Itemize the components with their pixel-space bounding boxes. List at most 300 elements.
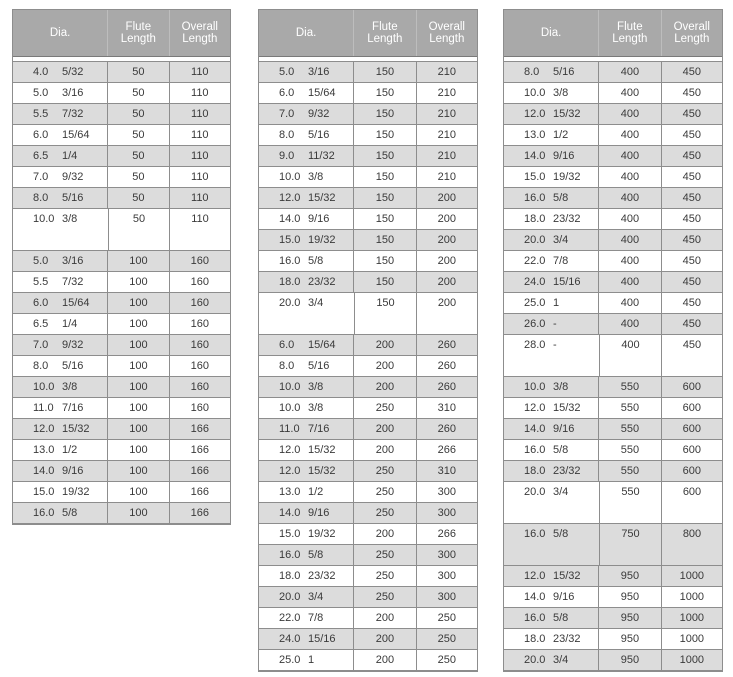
dia-inch: - <box>553 318 557 330</box>
dia-inch: 3/4 <box>553 486 569 498</box>
flute-length-cell: 200 <box>353 356 415 376</box>
overall-length-cell: 160 <box>169 377 230 397</box>
header-flute-length: Flute Length <box>107 10 168 56</box>
dia-mm: 10.0 <box>279 381 301 393</box>
flute-length-cell: 550 <box>598 398 660 418</box>
dia-cell <box>504 419 598 439</box>
dia-cell <box>504 461 598 481</box>
dia-inch: 9/32 <box>308 108 330 120</box>
dia-cell <box>13 83 107 103</box>
dia-cell <box>504 377 598 397</box>
overall-length-cell: 166 <box>169 419 230 439</box>
dia-cell <box>259 629 353 649</box>
table-row <box>259 608 477 629</box>
header-dia: Dia. <box>295 27 317 39</box>
table-row <box>504 335 722 377</box>
dia-cell <box>504 650 598 670</box>
flute-length-cell: 250 <box>353 461 415 481</box>
flute-length-cell: 550 <box>598 377 660 397</box>
dia-cell <box>13 272 107 292</box>
dia-cell <box>504 251 598 271</box>
dia-cell <box>13 419 107 439</box>
dia-cell <box>504 125 598 145</box>
overall-length-cell: 250 <box>416 608 477 628</box>
table-row <box>13 503 230 524</box>
dia-mm: 5.0 <box>33 255 49 267</box>
dia-cell <box>259 62 353 82</box>
dia-cell <box>504 83 598 103</box>
dia-mm: 20.0 <box>279 297 301 309</box>
dia-mm: 25.0 <box>524 297 546 309</box>
dia-mm: 6.5 <box>33 150 49 162</box>
flute-length-cell: 400 <box>598 251 660 271</box>
dia-mm: 12.0 <box>279 444 301 456</box>
flute-length-cell: 200 <box>353 335 415 355</box>
flute-length-cell: 150 <box>353 62 415 82</box>
dia-cell <box>504 188 598 208</box>
dia-cell <box>259 146 353 166</box>
dia-mm: 15.0 <box>279 528 301 540</box>
dia-inch: 23/32 <box>308 276 336 288</box>
dia-mm: 8.0 <box>279 129 295 141</box>
flute-length-cell: 50 <box>107 125 168 145</box>
dia-mm: 6.5 <box>33 318 49 330</box>
flute-length-cell: 50 <box>107 146 168 166</box>
flute-length-cell: 100 <box>107 419 168 439</box>
dia-mm: 9.0 <box>279 150 295 162</box>
flute-length-cell: 250 <box>353 398 415 418</box>
dia-cell <box>504 146 598 166</box>
dia-inch: 9/32 <box>62 339 84 351</box>
table-row <box>13 461 230 482</box>
dia-mm: 13.0 <box>33 444 55 456</box>
dia-cell <box>13 293 107 313</box>
overall-length-cell: 800 <box>661 524 722 565</box>
table-row <box>259 272 477 293</box>
flute-length-cell: 950 <box>598 608 660 628</box>
table-row <box>504 62 722 83</box>
overall-length-cell: 600 <box>661 398 722 418</box>
dia-cell <box>13 377 107 397</box>
overall-length-cell: 266 <box>416 440 477 460</box>
table-row <box>504 650 722 671</box>
overall-length-cell: 110 <box>169 209 230 250</box>
flute-length-cell: 100 <box>107 377 168 397</box>
dia-mm: 6.0 <box>279 339 295 351</box>
overall-length-cell: 600 <box>661 377 722 397</box>
header-flute-length: Flute Length <box>353 10 415 56</box>
dia-mm: 5.0 <box>279 66 295 78</box>
dia-cell <box>504 293 598 313</box>
dia-mm: 20.0 <box>524 654 546 666</box>
dia-cell <box>259 272 353 292</box>
dia-mm: 15.0 <box>33 486 55 498</box>
flute-length-cell: 150 <box>353 188 415 208</box>
table-row <box>504 314 722 335</box>
overall-length-cell: 450 <box>661 83 722 103</box>
flute-length-cell: 150 <box>353 209 415 229</box>
dia-cell <box>504 167 598 187</box>
dia-inch: 9/16 <box>62 465 84 477</box>
overall-length-cell: 200 <box>416 293 477 334</box>
overall-length-cell: 1000 <box>661 629 722 649</box>
flute-length-cell: 200 <box>353 419 415 439</box>
dia-cell <box>13 125 107 145</box>
dia-cell <box>504 440 598 460</box>
flute-length-cell: 550 <box>599 482 661 523</box>
overall-length-cell: 110 <box>169 62 230 82</box>
overall-length-cell: 1000 <box>661 566 722 586</box>
flute-length-cell: 100 <box>107 251 168 271</box>
overall-length-cell: 1000 <box>661 587 722 607</box>
dia-cell <box>13 398 107 418</box>
flute-length-cell: 150 <box>353 83 415 103</box>
flute-length-cell: 550 <box>598 419 660 439</box>
table-row <box>259 524 477 545</box>
dia-inch: 15/32 <box>308 465 336 477</box>
overall-length-cell: 160 <box>169 398 230 418</box>
overall-length-cell: 450 <box>661 146 722 166</box>
dia-mm: 18.0 <box>524 633 546 645</box>
dia-mm: 18.0 <box>279 276 301 288</box>
flute-length-cell: 950 <box>598 587 660 607</box>
table-row <box>504 377 722 398</box>
dia-mm: 18.0 <box>524 465 546 477</box>
flute-length-cell: 200 <box>353 650 415 670</box>
overall-length-cell: 1000 <box>661 650 722 670</box>
dia-mm: 12.0 <box>279 192 301 204</box>
dia-cell <box>13 314 107 334</box>
dia-cell <box>259 188 353 208</box>
dia-cell <box>504 608 598 628</box>
dia-inch: 9/32 <box>62 171 84 183</box>
table-row <box>259 503 477 524</box>
dia-cell <box>259 650 353 670</box>
overall-length-cell: 450 <box>661 104 722 124</box>
overall-length-cell: 166 <box>169 461 230 481</box>
flute-length-cell: 400 <box>598 167 660 187</box>
overall-length-cell: 110 <box>169 188 230 208</box>
flute-length-cell: 550 <box>598 440 660 460</box>
dia-mm: 12.0 <box>279 465 301 477</box>
overall-length-cell: 600 <box>661 440 722 460</box>
dia-cell <box>13 503 107 523</box>
table-row <box>13 83 230 104</box>
dia-inch: 15/32 <box>308 192 336 204</box>
dia-inch: 1 <box>308 654 315 666</box>
dia-cell <box>259 461 353 481</box>
dia-cell <box>259 209 353 229</box>
header-overall-length: Overall Length <box>169 10 230 56</box>
overall-length-cell: 600 <box>661 461 722 481</box>
overall-length-cell: 110 <box>169 167 230 187</box>
table-row <box>13 272 230 293</box>
dia-mm: 14.0 <box>279 213 301 225</box>
dia-cell <box>13 251 107 271</box>
dia-mm: 8.0 <box>524 66 540 78</box>
flute-length-cell: 400 <box>599 335 661 376</box>
overall-length-cell: 300 <box>416 566 477 586</box>
overall-length-cell: 200 <box>416 209 477 229</box>
dia-cell <box>259 608 353 628</box>
table-row <box>504 209 722 230</box>
dia-mm: 14.0 <box>279 507 301 519</box>
flute-length-cell: 150 <box>353 230 415 250</box>
overall-length-cell: 260 <box>416 419 477 439</box>
table-row <box>13 167 230 188</box>
dia-inch: - <box>553 339 557 351</box>
flute-length-cell: 150 <box>353 272 415 292</box>
flute-length-cell: 100 <box>107 503 168 523</box>
dia-inch: 5/8 <box>308 549 324 561</box>
dia-inch: 15/32 <box>308 444 336 456</box>
table-row <box>13 188 230 209</box>
overall-length-cell: 600 <box>661 482 722 523</box>
dia-cell <box>259 251 353 271</box>
dia-cell <box>504 335 599 376</box>
table-row <box>259 167 477 188</box>
dia-mm: 5.5 <box>33 276 49 288</box>
table-header <box>13 10 230 57</box>
table-row <box>504 566 722 587</box>
overall-length-cell: 160 <box>169 314 230 334</box>
dia-mm: 15.0 <box>524 171 546 183</box>
dia-mm: 18.0 <box>524 213 546 225</box>
overall-length-cell: 110 <box>169 125 230 145</box>
dia-cell <box>504 62 598 82</box>
table-row <box>259 104 477 125</box>
dia-inch: 3/4 <box>553 234 569 246</box>
dia-inch: 1/4 <box>62 318 78 330</box>
dia-inch: 9/16 <box>553 150 575 162</box>
overall-length-cell: 450 <box>661 230 722 250</box>
dia-mm: 15.0 <box>279 234 301 246</box>
table-row <box>504 272 722 293</box>
overall-length-cell: 250 <box>416 650 477 670</box>
flute-length-cell: 50 <box>107 104 168 124</box>
table-row <box>259 545 477 566</box>
header-flute-length: Flute Length <box>598 10 660 56</box>
dia-inch: 19/32 <box>308 234 336 246</box>
dia-inch: 1/2 <box>62 444 78 456</box>
flute-length-cell: 200 <box>353 608 415 628</box>
dia-mm: 14.0 <box>524 150 546 162</box>
header-overall-length: Overall Length <box>416 10 477 56</box>
table-row <box>504 524 722 566</box>
dia-inch: 23/32 <box>553 465 581 477</box>
flute-length-cell: 200 <box>353 440 415 460</box>
overall-length-cell: 450 <box>661 167 722 187</box>
overall-length-cell: 450 <box>661 293 722 313</box>
overall-length-cell: 200 <box>416 272 477 292</box>
dia-cell <box>13 356 107 376</box>
overall-length-cell: 310 <box>416 461 477 481</box>
dia-mm: 5.0 <box>33 87 49 99</box>
dia-cell <box>13 188 107 208</box>
flute-length-cell: 400 <box>598 125 660 145</box>
table-row <box>504 230 722 251</box>
table-row <box>13 62 230 83</box>
dia-mm: 25.0 <box>279 654 301 666</box>
flute-length-cell: 400 <box>598 83 660 103</box>
dia-inch: 3/8 <box>308 402 324 414</box>
flute-length-cell: 400 <box>598 293 660 313</box>
dia-inch: 7/8 <box>553 255 569 267</box>
dia-cell <box>259 587 353 607</box>
flute-length-cell: 400 <box>598 188 660 208</box>
flute-length-cell: 400 <box>598 272 660 292</box>
table-row <box>259 125 477 146</box>
overall-length-cell: 210 <box>416 125 477 145</box>
spec-table-3 <box>503 9 723 672</box>
spec-table-2 <box>258 9 478 672</box>
dia-inch: 19/32 <box>62 486 90 498</box>
dia-cell <box>13 335 107 355</box>
dia-inch: 7/16 <box>308 423 330 435</box>
table-row <box>259 146 477 167</box>
flute-length-cell: 150 <box>353 125 415 145</box>
flute-length-cell: 250 <box>353 587 415 607</box>
overall-length-cell: 250 <box>416 629 477 649</box>
dia-cell <box>504 524 599 565</box>
dia-mm: 12.0 <box>524 402 546 414</box>
dia-inch: 3/16 <box>62 87 84 99</box>
flute-length-cell: 400 <box>598 146 660 166</box>
dia-mm: 11.0 <box>279 423 300 435</box>
overall-length-cell: 166 <box>169 482 230 502</box>
table-row <box>259 419 477 440</box>
flute-length-cell: 100 <box>107 293 168 313</box>
dia-cell <box>259 482 353 502</box>
dia-mm: 10.0 <box>279 402 301 414</box>
table-row <box>13 356 230 377</box>
overall-length-cell: 300 <box>416 482 477 502</box>
dia-cell <box>259 440 353 460</box>
flute-length-cell: 150 <box>353 104 415 124</box>
dia-inch: 7/16 <box>62 402 84 414</box>
dia-inch: 5/8 <box>553 192 569 204</box>
flute-length-cell: 150 <box>353 251 415 271</box>
table-row <box>259 440 477 461</box>
dia-mm: 11.0 <box>33 402 54 414</box>
dia-inch: 3/8 <box>308 171 324 183</box>
overall-length-cell: 110 <box>169 104 230 124</box>
table-row <box>504 83 722 104</box>
flute-length-cell: 200 <box>353 524 415 544</box>
dia-mm: 7.0 <box>33 339 49 351</box>
dia-cell <box>504 482 599 523</box>
table-row <box>504 629 722 650</box>
dia-cell <box>504 629 598 649</box>
dia-cell <box>259 104 353 124</box>
dia-cell <box>259 377 353 397</box>
dia-inch: 5/16 <box>553 66 575 78</box>
dia-mm: 14.0 <box>524 423 546 435</box>
flute-length-cell: 50 <box>107 83 168 103</box>
spec-table-1 <box>12 9 231 525</box>
dia-inch: 15/16 <box>308 633 336 645</box>
dia-cell <box>13 62 107 82</box>
dia-mm: 20.0 <box>524 486 546 498</box>
table-row <box>504 146 722 167</box>
dia-cell <box>259 356 353 376</box>
dia-cell <box>504 230 598 250</box>
dia-cell <box>504 209 598 229</box>
dia-cell <box>259 419 353 439</box>
overall-length-cell: 210 <box>416 146 477 166</box>
dia-mm: 8.0 <box>33 192 49 204</box>
dia-inch: 1 <box>553 297 560 309</box>
dia-inch: 1/4 <box>62 150 78 162</box>
table-header <box>504 10 722 57</box>
flute-length-cell: 400 <box>598 314 660 334</box>
dia-inch: 5/32 <box>62 66 84 78</box>
dia-inch: 3/16 <box>62 255 84 267</box>
dia-inch: 5/16 <box>62 192 84 204</box>
overall-length-cell: 300 <box>416 545 477 565</box>
overall-length-cell: 160 <box>169 335 230 355</box>
table-row <box>13 440 230 461</box>
table-row <box>13 419 230 440</box>
dia-cell <box>13 209 108 250</box>
dia-mm: 20.0 <box>279 591 301 603</box>
dia-cell <box>13 482 107 502</box>
table-row <box>504 419 722 440</box>
dia-cell <box>259 335 353 355</box>
dia-mm: 10.0 <box>33 213 55 225</box>
table-row <box>259 293 477 335</box>
dia-mm: 24.0 <box>279 633 301 645</box>
table-row <box>259 566 477 587</box>
dia-cell <box>13 461 107 481</box>
dia-mm: 6.0 <box>279 87 295 99</box>
table-row <box>504 188 722 209</box>
dia-cell <box>13 440 107 460</box>
dia-cell <box>259 230 353 250</box>
table-row <box>13 251 230 272</box>
dia-cell <box>504 104 598 124</box>
flute-length-cell: 200 <box>353 377 415 397</box>
dia-mm: 10.0 <box>33 381 55 393</box>
table-row <box>13 377 230 398</box>
dia-inch: 15/32 <box>553 570 581 582</box>
flute-length-cell: 50 <box>107 188 168 208</box>
dia-mm: 12.0 <box>33 423 55 435</box>
table-row <box>504 251 722 272</box>
table-row <box>259 83 477 104</box>
dia-inch: 1/2 <box>553 129 569 141</box>
dia-inch: 7/8 <box>308 612 324 624</box>
flute-length-cell: 100 <box>107 356 168 376</box>
dia-cell <box>504 314 598 334</box>
dia-mm: 10.0 <box>279 171 301 183</box>
overall-length-cell: 450 <box>661 335 722 376</box>
dia-mm: 6.0 <box>33 129 49 141</box>
dia-mm: 28.0 <box>524 339 546 351</box>
dia-mm: 20.0 <box>524 234 546 246</box>
table-row <box>259 482 477 503</box>
dia-inch: 9/16 <box>308 213 330 225</box>
dia-inch: 9/16 <box>308 507 330 519</box>
dia-mm: 8.0 <box>33 360 49 372</box>
dia-mm: 16.0 <box>524 192 546 204</box>
overall-length-cell: 200 <box>416 251 477 271</box>
dia-inch: 15/32 <box>62 423 90 435</box>
overall-length-cell: 160 <box>169 251 230 271</box>
flute-length-cell: 50 <box>107 167 168 187</box>
dia-inch: 23/32 <box>553 633 581 645</box>
dia-mm: 14.0 <box>33 465 55 477</box>
